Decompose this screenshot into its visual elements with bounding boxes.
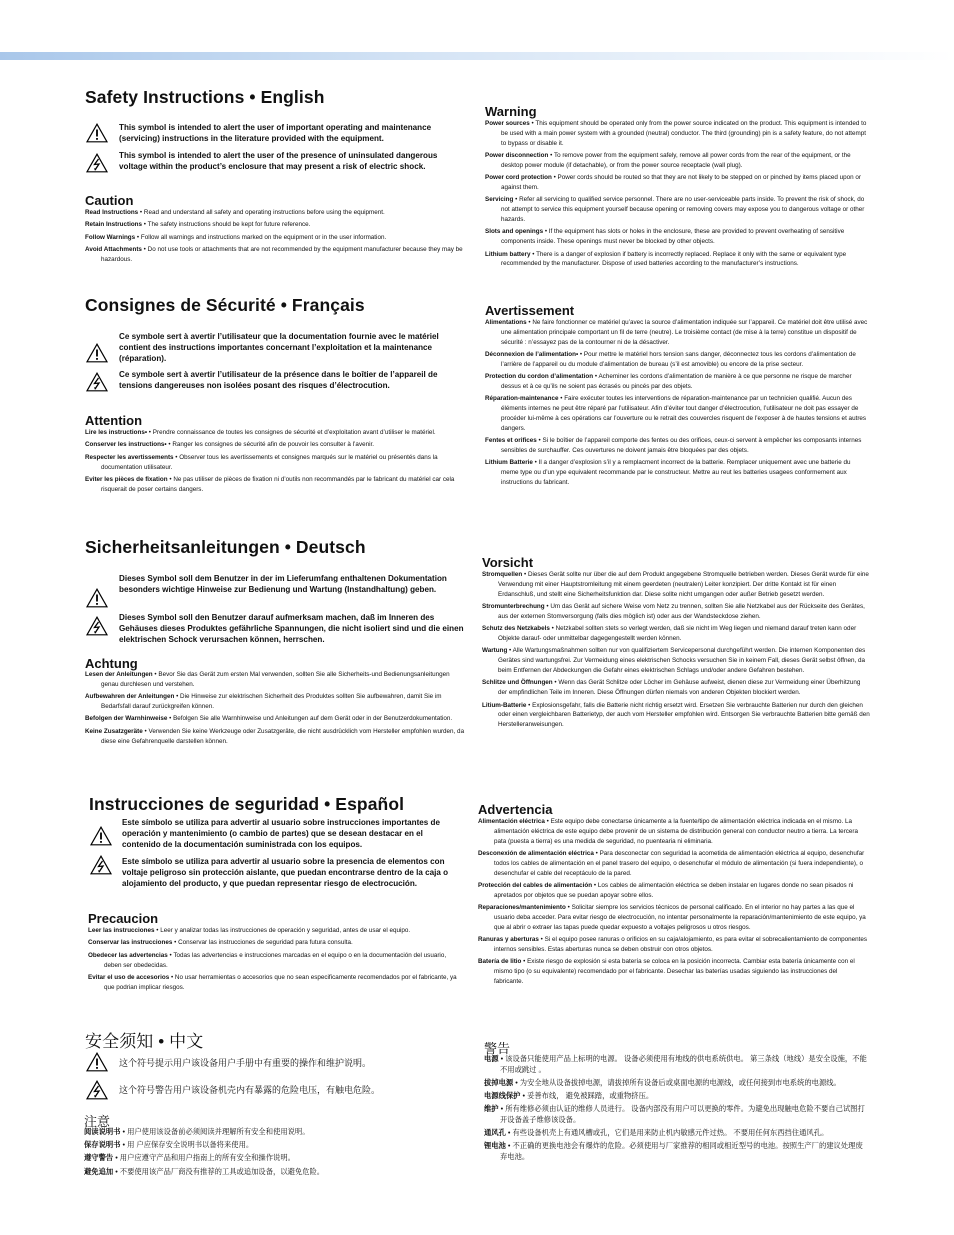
list-item: 拔掉电源 • 为安全地从设备拔掉电源，请拔掉所有设备后或桌面电源的电源线，或任何接到市电系统的电源线。 (484, 1077, 841, 1087)
list-item: Batería de litio • Existe riesgo de explosión si esta batería se coloca en la posición incorrecta. Cambiar esta batería únicamente con el mismo tipo (o su equivalente) recomendado por el fabricante. Desechar las baterías usadas siguiendo las instrucciones del fabricante. (478, 958, 855, 985)
list-item: Power disconnection • To remove power from the equipment safely, remove all power cords from the rear of the equipment, or the desktop power module (if detachable), or from the power source receptacle (wall plug). (485, 151, 851, 169)
item-text: Leer y analizar todas las instrucciones de operación y seguridad, antes de usar el equipo. (160, 927, 411, 934)
item-text: 该设备只能使用产品上标明的电源。 设备必须使用有地线的供电系统供电。 第三条线（地线）是安全设施，不能不用或跳过 。 (500, 1054, 867, 1074)
list-item: Reparaciones/mantenimiento • Solicitar siempre los servicios técnicos de personal calificado. En el interior no hay partes a las que el usuario deba acceder. Para evitar riesgo de electrocución, no intentar personalmente la reparación/mantenimiento de este equipo, ya que al abrir o extraer las tapas puede quedar expuesto a voltajes peligrosos u otros riesgos. (478, 904, 866, 931)
item-term: Aufbewahren der Anleitungen (85, 693, 175, 701)
item-term: 维护 (484, 1104, 499, 1114)
list-item: Alimentations • Ne faire fonctionner ce matériel qu’avec la source d’alimentation indiquée sur l’appareil. Ce matériel doit être utilisé avec une alimentation principale comportant un fil de terre (neutre). Le troisième contact (de mise à la terre) constitue un dispositif de sécurité : n’essayez pas de la contourner ni de la désactiver. (485, 319, 868, 346)
item-text: This equipment should be operated only from the power source indicated on the product. This equipment is intended to be used with a main power system with a grounded (neutral) conductor. The third (grounding) pin is a safety feature, do not attempt to bypass or disable it. (501, 120, 867, 147)
item-text: Pour mettre le matériel hors tension sans danger, déconnectez tous les cordons d’alimentation de l’arrière de l’appareil ou du module d’alimentation de bureau (s’il est amovible) ou encore de la prise secteur. (501, 350, 856, 368)
symbol-description: This symbol is intended to alert the user of important operating and maintenance (servicing) instructions in the literature provided with the equipment. (119, 123, 432, 143)
item-term: Fentes et orifices (485, 437, 537, 445)
item-text: Die Hinweise zur elektrischen Sicherheit des Produktes sollten Sie aufbewahren, damit Sie im Bedarfsfall darauf zurückgreifen können. (101, 693, 442, 710)
list-item: Schutz des Netzkabels • Netzkabel sollten stets so verlegt werden, daß sie nicht im Weg liegen und niemand darauf treten kann oder Objekte darauf- oder unmittelbar dagegengestellt werden können. (482, 625, 857, 642)
caution-heading: Achtung (85, 656, 138, 671)
list-item: 电源 • 该设备只能使用产品上标明的电源。 设备必须使用有地线的供电系统供电。 第三条线（地线）是安全设施，不能不用或跳过 。 (484, 1054, 867, 1074)
symbol-description: Este símbolo se utiliza para advertir al usuario sobre instrucciones importantes de operación y mantenimiento (o cambio de partes) que se desean destacar en el contenido de la documentación suministrada con los equipos. (122, 818, 440, 849)
item-term: Power cord protection (485, 174, 552, 182)
item-text: Do not use tools or attachments that are not recommended by the equipment manufacturer because they may be hazardous. (101, 246, 463, 263)
list-item: Lesen der Anleitungen • Bevor Sie das Gerät zum ersten Mal verwenden, sollten Sie alle Sicherheits-und Bedienungsanleitungen genau durchlesen und verstehen. (85, 671, 450, 688)
list-item: 维护 • 所有维修必须由认证的维修人员进行。 设备内部没有用户可以更换的零件。为避免出现触电危险不要自己试图打开设备盖子维修该设备。 (484, 1104, 865, 1124)
item-term: Lithium battery (485, 250, 531, 258)
warning-list (485, 318, 869, 490)
item-text: To remove power from the equipment safely, remove all power cords from the rear of the equipment, or the desktop power module (if detachable), or from the power source receptacle (wall plug). (501, 151, 851, 169)
item-term: Retain Instructions (85, 221, 143, 229)
list-item: Fentes et orifices • Si le boîtier de l’appareil comporte des fentes ou des orifices, ceux-ci servent à empêcher les composants internes sensibles de surchauffer. Ces ouvertures ne doivent jamais être bloquées par des objets. (485, 437, 862, 454)
item-text: Dieses Gerät sollte nur über die auf dem Produkt angegebene Stromquelle betrieben werden. Dieses Gerät wurde für eine Verwendung mit einer Hauptstromleitung mit einem geerdeten (neutralen) Leiter konzipiert. Der dritte Kontakt ist für einen Erdanschluß, und stellt eine Sicherheitsfunktion dar. Diese sollte nicht umgangen oder außer Betrieb gesetzt werden. (498, 571, 869, 598)
list-item: Slots and openings • If the equipment has slots or holes in the enclosure, these are provided to prevent overheating of sensitive components inside. These openings must never be blocked by other objects. (485, 228, 845, 246)
item-text: Todas las advertencias e instrucciones marcadas en el equipo o en la documentación del usuario, deben ser obedecidas. (104, 951, 447, 969)
high-voltage-triangle-icon (90, 855, 112, 875)
symbol-description: Ce symbole sert à avertir l’utilisateur que la documentation fournie avec le matériel contient des instructions importantes concernant l’exploitation et la maintenance (réparation). (119, 332, 439, 363)
item-text: Befolgen Sie alle Warnhinweise und Anleitungen auf dem Gerät oder in der Benutzerdokumentation. (173, 715, 453, 723)
item-text: Wenn das Gerät Schlitze oder Löcher im Gehäuse aufweist, dienen diese zur Vermeidung einer Überhitzung der empfindlichen Teile im Inneren. Diese Öffnungen dürfen niemals von anderen Objekten blockiert werden. (498, 679, 861, 697)
warning-heading: Advertencia (478, 802, 553, 817)
item-text: Refer all servicing to qualified service personnel. There are no user-serviceable parts inside. To prevent the risk of shock, do not attempt to service this equipment yourself because opening or removing covers may expose you to dangerous voltage or other hazards. (501, 196, 865, 223)
item-term: 拔掉电源 (484, 1077, 514, 1087)
warning-heading: Vorsicht (482, 555, 534, 570)
item-text: Um das Gerät auf sichere Weise vom Netz zu trennen, sollten Sie alle Netzkabel aus der Rückseite des Gerätes, aus der externen Stomversorgung (falls dies möglich ist) oder aus der Wandsteckdose ziehen. (498, 602, 865, 620)
item-term: Schlitze und Öffnungen (482, 679, 553, 687)
list-item: Befolgen der Warnhinweise • Befolgen Sie alle Warnhinweise und Anleitungen auf dem Gerät oder in der Benutzerdokumentation. (85, 715, 453, 723)
list-item: Wartung • Alle Wartungsmaßnahmen sollten nur von qualifiziertem Servicepersonal durchgeführt werden. Die internen Komponenten des Gerätes sind wartungsfrei. Zur Vermeidung eines elektrischen Schocks versuchen Sie in keinem Fall, dieses Gerät selbst öffnen, da beim Entfernen der Abdeckungen die Gefahr eines elektrischen Schlags und/oder andere Gefahren bestehen. (482, 647, 866, 674)
item-text: Conservar las instrucciones de seguridad para futura consulta. (178, 939, 353, 947)
item-text: Verwenden Sie keine Werkzeuge oder Zusatzgeräte, die nicht ausdrücklich vom Hersteller empfohlen wurden, da diese eine Gefahrenquelle darstellen können. (101, 727, 465, 745)
item-term: Respecter les avertissements (85, 453, 174, 461)
list-item: Power sources • This equipment should be operated only from the power source indicated on the product. This equipment is intended to be used with a main power system with a grounded (neutral) conductor. The third (grounding) pin is a safety feature, do not attempt to bypass or disable it. (485, 120, 867, 147)
caution-triangle-icon (86, 1052, 108, 1072)
list-item: Protección del cables de alimentación • Los cables de alimentación eléctrica se deben instalar en lugares donde no sean pisados ni apretados por objetos que se puedan apoyar sobre ellos. (478, 881, 854, 899)
high-voltage-triangle-icon (86, 616, 108, 636)
item-term: Conserver les instructions• (85, 441, 167, 449)
list-item: Conserver les instructions• • Ranger les consignes de sécurité afin de pouvoir les consulter à l’avenir. (85, 441, 374, 449)
item-term: Eviter les pièces de fixation (85, 475, 168, 483)
list-item: Litium-Batterie • Explosionsgefahr, falls die Batterie nicht richtig ersetzt wird. Ersetzen Sie verbrauchte Batterien nur durch den gleichen oder einen vergleichbaren Batterietyp, der auch vom Hersteller empfohlen wird. Entsorgen Sie verbrauchte Batterien bitte gemäß den Herstelleranweisungen. (482, 701, 870, 729)
list-item: Schlitze und Öffnungen • Wenn das Gerät Schlitze oder Löcher im Gehäuse aufweist, dienen diese zur Vermeidung einer Überhitzung der empfindlichen Teile im Inneren. Diese Öffnungen dürfen niemals von anderen Objekten blockiert werden. (482, 679, 861, 697)
item-term: Power sources (485, 120, 530, 127)
caution-triangle-icon (86, 123, 108, 143)
item-text: Existe riesgo de explosión si esta batería se coloca en la posición incorrecta. Cambiar esta batería únicamente con el mismo tipo (o su equivalente) recomendado por el fabricante. Desechar las baterías usadas siguiendo las instrucciones del fabricante. (494, 958, 855, 985)
caution-list (84, 1127, 464, 1180)
item-term: Evitar el uso de accesorios (88, 973, 170, 981)
header-gradient-bar (0, 52, 954, 60)
list-item: Aufbewahren der Anleitungen • Die Hinweise zur elektrischen Sicherheit des Produktes sollten Sie aufbewahren, damit Sie im Bedarfsfall darauf zurückgreifen können. (85, 693, 442, 710)
item-text: Power cords should be routed so that they are not likely to be stepped on or pinched by items placed upon or against them. (501, 174, 862, 191)
item-text: Ne pas utiliser de pièces de fixation ni d’outils non recommandés par le fabricant du matériel car cela risquerait de poser certains dangers. (101, 475, 455, 493)
warning-heading: 警告 (484, 1041, 511, 1056)
item-text: Para desconectar con seguridad la acometida de alimentación eléctrica al equipo, desenchufar todos los cables de alimentación en el panel trasero del equipo, o desenchufar el módulo de alimentación (si fuera independiente), o desenchufar el cable del receptáculo de la pared. (494, 849, 865, 877)
item-term: 阅读说明书 (84, 1127, 121, 1136)
item-term: Déconnexion de l’alimentation• (485, 350, 579, 358)
list-item: Retain Instructions • The safety instructions should be kept for future reference. (85, 221, 311, 229)
item-term: Reparaciones/mantenimiento (478, 904, 566, 912)
warning-heading: Warning (485, 104, 537, 119)
item-text: Alle Wartungsmaßnahmen sollten nur von qualifiziertem Servicepersonal durchgeführt werden. Die internen Komponenten des Gerätes sind wartungsfrei. Zur Vermeidung eines elektrischen Schocks versuchen Sie in keinem Fall, dieses Gerät selbst öffnen, da beim Entfernen der Abdeckungen die Gefahr eines elektrischen Schlags und/oder andere Gefahren bestehen. (498, 647, 866, 674)
list-item: Protection du cordon d’alimentation • Acheminer les cordons d’alimentation de manière à ce que personne ne risque de marcher dessus et à ce qu’ils ne soient pas écrasés ou pincés par des objets. (485, 373, 852, 390)
item-text: Il a danger d’explosion s’il y a remplacment incorrect de la batterie. Remplacer uniquement avec une batterie du meme type ou d’un ype equivalent recommande par le constructeur. Mettre au reut les batteries usagees conformement aux instructions du fabricant. (501, 459, 851, 486)
list-item: Stromunterbrechung • Um das Gerät auf sichere Weise vom Netz zu trennen, sollten Sie alle Netzkabel aus der Rückseite des Gerätes, aus der externen Stomversorgung (falls dies möglich ist) oder aus der Wandsteckdose ziehen. (482, 602, 865, 620)
item-term: Protection du cordon d’alimentation (485, 373, 594, 381)
high-voltage-triangle-icon (86, 1080, 108, 1100)
warning-list (482, 570, 870, 733)
item-text: Solicitar siempre los servicios técnicos de personal calificado. En el interior no hay partes a las que el usuario deba acceder. Para evitar riesgo de electrocución, no intentar personalmente la reparación/mantenimiento de este equipo, ya que al abrir o extraer las tapas puede quedar expuesto a voltajes peligrosos u otros riesgos. (494, 904, 866, 931)
list-item: Déconnexion de l’alimentation• • Pour mettre le matériel hors tension sans danger, déconnectez tous les cordons d’alimentation de l’arrière de l’appareil ou du module d’alimentation de bureau (s’il est amovible) ou encore de la prise secteur. (485, 350, 856, 368)
list-item: 通风孔 • 有些设备机壳上有通风槽或孔，它们是用来防止机内敏感元件过热。 不要用任何东西挡住通风孔。 (484, 1127, 829, 1137)
section-title-spanish: Instrucciones de seguridad • Español (89, 794, 405, 814)
warning-heading: Avertissement (485, 303, 575, 318)
list-item: 锂电池 • 不正确的更换电池会有爆炸的危险。必须使用与厂家推荐的相同或相近型号的电池。按照生产厂的建议处理废弃电池。 (484, 1141, 863, 1161)
item-text: 用户使用该设备前必须阅读并理解所有安全和使用说明。 (127, 1127, 310, 1136)
item-text: 用 户应保存安全说明书以备将来使用。 (127, 1140, 254, 1150)
list-item: Avoid Attachments • Do not use tools or attachments that are not recommended by the equipment manufacturer because they may be hazardous. (85, 246, 463, 263)
item-term: Avoid Attachments (85, 246, 142, 254)
list-item: Keine Zusatzgeräte • Verwenden Sie keine Werkzeuge oder Zusatzgeräte, die nicht ausdrücklich vom Hersteller empfohlen wurden, da diese eine Gefahrenquelle darstellen können. (85, 727, 465, 745)
item-term: Alimentación eléctrica (478, 818, 545, 825)
item-text: Faire exécuter toutes les interventions de réparation-maintenance par un technicien qualifié. Aucun des éléments internes ne peut être réparé par l’utilisateur. Afin d’éviter tout danger d’électrocution, l’utilisateur ne doit pas essayer de procéder lui-même à ces opérations car l’ouverture ou le retrait des couvercles risquent de l’exposer à de hautes tensions et autres dangers. (501, 395, 867, 432)
item-term: 保存说明书 (84, 1140, 121, 1150)
list-item: Desconexión de alimentación eléctrica • Para desconectar con seguridad la acometida de alimentación eléctrica al equipo, desenchufar todos los cables de alimentación en el panel trasero del equipo, o desenchufar el módulo de alimentación (si fuera independiente), o desenchufar el cable del receptáculo de la pared. (478, 849, 865, 877)
list-item: 电源线保护 • 妥善布线， 避免被踩踏，或重物挤压。 (484, 1090, 654, 1100)
item-term: Stromquellen (482, 571, 523, 578)
item-term: Protección del cables de alimentación (478, 881, 593, 889)
list-item: Respecter les avertissements • Observer tous les avertissements et consignes marqués sur le matériel ou présentés dans la documentation utilisateur. (85, 453, 438, 471)
item-text: Bevor Sie das Gerät zum ersten Mal verwenden, sollten Sie alle Sicherheits-und Bedienungsanleitungen genau durchlesen und verstehen. (101, 671, 450, 688)
item-text: 不要使用该产品厂商没有推荐的工具或追加设备，以避免危险。 (119, 1166, 325, 1176)
item-text: Follow all warnings and instructions marked on the equipment or in the user information. (140, 233, 387, 241)
item-text: There is a danger of explosion if battery is incorrectly replaced. Replace it only with the same or equivalent type recommended by the manufacturer. Dispose of used batteries according to the manufacturer’s instructions. (501, 250, 847, 268)
item-text: No usar herramientas o accesorios que no sean especificamente recomendados por el fabricante, ya que podrian implicar riesgos. (104, 973, 457, 991)
item-term: 电源 (484, 1054, 499, 1063)
item-text: Read and understand all safety and operating instructions before using the equipment. (143, 209, 385, 216)
item-term: 通风孔 (484, 1127, 506, 1137)
list-item: Lithium Batterie • Il a danger d’explosion s’il y a remplacment incorrect de la batterie. Remplacer uniquement avec une batterie du meme type ou d’un ype equivalent recommande par le constructeur. Mettre au reut les batteries usagees conformement aux instructions du fabricant. (485, 459, 851, 486)
list-item: Lithium battery • There is a danger of explosion if battery is incorrectly replaced. Replace it only with the same or equivalent type recommended by the manufacturer. Dispose of used batteries according to the manufacturer’s instructions. (485, 250, 847, 268)
symbol-description: 这个符号警告用户该设备机壳内有暴露的危险电压，有触电危险。 (119, 1085, 381, 1095)
caution-triangle-icon (86, 343, 108, 363)
item-term: Batería de litio (478, 958, 522, 966)
caution-list (85, 670, 465, 749)
item-text: 妥善布线， 避免被踩踏，或重物挤压。 (527, 1090, 654, 1100)
symbol-description: Ce symbole sert à avertir l’utilisateur de la présence dans le boîtier de l’appareil de tensions dangereuses non isolées posant des risques d’électrocution. (119, 370, 438, 390)
item-term: Befolgen der Warnhinweise (85, 715, 168, 723)
item-term: Power disconnection (485, 151, 549, 159)
list-item: Stromquellen • Dieses Gerät sollte nur über die auf dem Produkt angegebene Stromquelle betrieben werden. Dieses Gerät wurde für eine Verwendung mit einer Hauptstromleitung mit einem geerdeten (neutralen) Leiter konzipiert. Der dritte Kontakt ist für einen Erdanschluß, und stellt eine Sicherheitsfunktion dar. Diese sollte nicht umgangen oder außer Betrieb gesetzt werden. (482, 571, 869, 598)
caution-heading: 注意 (84, 1114, 111, 1129)
section-title-french: Consignes de Sécurité • Français (85, 295, 365, 315)
list-item: Conservar las instrucciones • Conservar las instrucciones de seguridad para futura consulta. (88, 939, 353, 947)
high-voltage-triangle-icon (86, 153, 108, 173)
caution-heading: Attention (85, 413, 143, 428)
item-term: Lire les instructions• (85, 429, 148, 436)
item-term: 锂电池 (484, 1141, 506, 1151)
list-item: 阅读说明书 • 用户使用该设备前必须阅读并理解所有安全和使用说明。 (84, 1127, 310, 1136)
list-item: Ranuras y aberturas • Si el equipo posee ranuras o orificios en su caja/alojamiento, es para evitar el sobrecalientamiento de componentes internos sensibles. Estas aberturas nunca se deben obstruir con otros objetos. (478, 936, 868, 953)
list-item: 避免追加 • 不要使用该产品厂商没有推荐的工具或追加设备，以避免危险。 (84, 1166, 325, 1176)
caution-list (88, 926, 464, 995)
list-item: Alimentación eléctrica • Este equipo debe conectarse únicamente a la fuente/tipo de alimentación eléctrica indicada en el mismo. La alimentación eléctrica de este equipo debe provenir de un sistema de distribución general con conductor neutro a tierra. La tercera pata (puesta a tierra) es una medida de seguridad, no puentearia ni eliminaria. (478, 818, 859, 845)
item-text: Si le boîtier de l’appareil comporte des fentes ou des orifices, ceux-ci servent à empêcher les composants internes sensibles de surchauffer. Ces ouvertures ne doivent jamais être bloquées par des objets. (501, 437, 862, 454)
item-text: Acheminer les cordons d’alimentation de manière à ce que personne ne risque de marcher dessus et à ce qu’ils ne soient pas écrasés ou pincés par des objets. (501, 373, 852, 390)
item-term: Slots and openings (485, 228, 544, 236)
list-item: Follow Warnings • Follow all warnings and instructions marked on the equipment or in the user information. (85, 233, 387, 241)
warning-list (478, 817, 868, 989)
symbol-description: Este símbolo se utiliza para advertir al usuario sobre la presencia de elementos con voltaje peligroso sin protección aislante, que puedan encontrarse dentro de la caja o alojamiento del producto, y que puedan representar riesgo de electrocución. (122, 857, 449, 888)
list-item: Power cord protection • Power cords should be routed so that they are not likely to be stepped on or pinched by items placed upon or against them. (485, 174, 862, 191)
item-term: Schutz des Netzkabels (482, 625, 550, 633)
section-title-english: Safety Instructions • English (85, 87, 325, 107)
item-text: 不正确的更换电池会有爆炸的危险。必须使用与厂家推荐的相同或相近型号的电池。按照生产厂的建议处理废弃电池。 (500, 1141, 863, 1161)
item-term: 避免追加 (84, 1166, 114, 1176)
list-item: Eviter les pièces de fixation • Ne pas utiliser de pièces de fixation ni d’outils non recommandés par le fabricant du matériel car cela risquerait de poser certains dangers. (85, 475, 455, 493)
item-term: Lithium Batterie (485, 459, 533, 467)
item-text: Explosionsgefahr, falls die Batterie nicht richtig ersetzt wird. Ersetzen Sie verbrauchte Batterien nur durch den gleichen oder einen vergleichbaren Batterietyp, der auch vom Hersteller empfohlen wird. Entsorgen Sie verbrauchte Batterien bitte gemäß den Herstelleranweisungen. (498, 701, 870, 729)
caution-list (85, 428, 465, 497)
caution-heading: Precaucion (88, 911, 159, 926)
item-text: 为安全地从设备拔掉电源，请拔掉所有设备后或桌面电源的电源线，或任何接到市电系统的电源线。 (519, 1077, 841, 1087)
list-item: Servicing • Refer all servicing to qualified service personnel. There are no user-serviceable parts inside. To prevent the risk of shock, do not attempt to service this equipment yourself because opening or removing covers may expose you to dangerous voltage or other hazards. (485, 196, 865, 223)
item-text: Observer tous les avertissements et consignes marqués sur le matériel ou présentés dans la documentation utilisateur. (101, 453, 438, 471)
item-text: If the equipment has slots or holes in the enclosure, these are provided to prevent overheating of sensitive components inside. These openings must never be blocked by other objects. (501, 228, 845, 246)
caution-heading: Caution (85, 193, 134, 208)
item-text: Ne faire fonctionner ce matériel qu’avec la source d’alimentation indiquée sur l’appareil. Ce matériel doit être utilisé avec une alimentation principale comportant un fil de terre (neutre). Le troisième contact (de mise à la terre) constitue un dispositif de sécurité : n’essayez pas de la contourner ni de la désactiver. (501, 319, 868, 346)
high-voltage-triangle-icon (86, 372, 108, 392)
list-item: Read Instructions • Read and understand all safety and operating instructions before using the equipment. (85, 209, 385, 216)
symbol-description: Dieses Symbol soll den Benutzer darauf aufmerksam machen, daß im Inneren des Gehäuses dieses Produktes gefährliche Spannungen, die nicht isoliert sind und die einen elektrischen Schock verursachen können, herrschen. (119, 613, 464, 644)
item-term: Réparation-maintenance (485, 395, 559, 403)
item-term: Follow Warnings (85, 233, 136, 241)
item-term: Servicing (485, 196, 514, 204)
section-title-chinese: 安全须知 • 中文 (85, 1032, 204, 1051)
symbol-description: Dieses Symbol soll dem Benutzer in der im Lieferumfang enthaltenen Dokumentation besonders wichtige Hinweise zur Bedienung und Wartung (Instandhaltung) geben. (119, 574, 447, 594)
warning-list (484, 1054, 868, 1165)
item-term: Wartung (482, 647, 508, 655)
list-item: Evitar el uso de accesorios • No usar herramientas o accesorios que no sean especificamente recomendados por el fabricante, ya que podrian implicar riesgos. (88, 973, 457, 991)
caution-list (85, 208, 465, 267)
item-term: Ranuras y aberturas (478, 936, 539, 944)
caution-triangle-icon (90, 826, 112, 846)
item-text: 有些设备机壳上有通风槽或孔，它们是用来防止机内敏感元件过热。 不要用任何东西挡住通风孔。 (512, 1127, 829, 1137)
item-text: 用户应遵守产品和用户指南上的所有安全和操作说明。 (119, 1153, 295, 1163)
item-text: Los cables de alimentación eléctrica se deben instalar en lugares donde no sean pisados ni apretados por objetos que se puedan apoyar sobre ellos. (494, 881, 854, 899)
item-term: 电源线保护 (484, 1090, 521, 1100)
item-term: Conservar las instrucciones (88, 939, 173, 947)
item-term: Litium-Batterie (482, 701, 527, 709)
item-term: Read Instructions (85, 209, 139, 216)
symbol-description: This symbol is intended to alert the user of the presence of uninsulated dangerous voltage within the product’s enclosure that may present a risk of electric shock. (119, 151, 438, 171)
item-term: Lesen der Anleitungen (85, 671, 153, 678)
item-term: Keine Zusatzgeräte (85, 727, 143, 735)
item-text: Netzkabel sollten stets so verlegt werden, daß sie nicht im Weg liegen und niemand darauf treten kann oder Objekte darauf- oder unmittelbar dagegengestellt werden können. (498, 625, 857, 642)
item-text: Este equipo debe conectarse únicamente a la fuente/tipo de alimentación eléctrica indicada en el mismo. La alimentación eléctrica de este equipo debe provenir de un sistema de distribución general con conductor neutro a tierra. La tercera pata (puesta a tierra) es una medida de seguridad, no puentearia ni eliminaria. (494, 818, 859, 845)
item-text: The safety instructions should be kept for future reference. (147, 221, 311, 229)
item-text: Ranger les consignes de sécurité afin de pouvoir les consulter à l’avenir. (172, 441, 374, 449)
symbol-description: 这个符号提示用户该设备用户手册中有重要的操作和维护说明。 (119, 1058, 372, 1068)
section-title-german: Sicherheitsanleitungen • Deutsch (85, 537, 366, 557)
item-text: Si el equipo posee ranuras o orificios en su caja/alojamiento, es para evitar el sobrecalientamiento de componentes internos sensibles. Estas aberturas nunca se deben obstruir con otros objetos. (494, 936, 868, 953)
list-item: Obedecer las advertencias • Todas las advertencias e instrucciones marcadas en el equipo o en la documentación del usuario, deben ser obedecidas. (88, 951, 447, 969)
caution-triangle-icon (86, 588, 108, 608)
item-term: Stromunterbrechung (482, 602, 545, 610)
list-item: 保存说明书 • 用 户应保存安全说明书以备将来使用。 (84, 1140, 254, 1150)
item-text: Prendre connaissance de toutes les consignes de sécurité et d’exploitation avant d’utiliser le matériel. (152, 429, 436, 436)
item-term: 遵守警告 (84, 1153, 114, 1163)
item-text: 所有维修必须由认证的维修人员进行。 设备内部没有用户可以更换的零件。为避免出现触电危险不要自己试图打开设备盖子维修该设备。 (500, 1104, 865, 1124)
item-term: Obedecer las advertencias (88, 951, 168, 959)
item-term: Leer las instrucciones (88, 927, 155, 934)
item-term: Alimentations (485, 319, 527, 326)
list-item: Leer las instrucciones • Leer y analizar todas las instrucciones de operación y seguridad, antes de usar el equipo. (88, 927, 411, 934)
list-item: 遵守警告 • 用户应遵守产品和用户指南上的所有安全和操作说明。 (84, 1153, 295, 1163)
warning-list (485, 119, 869, 272)
list-item: Réparation-maintenance • Faire exécuter toutes les interventions de réparation-maintenance par un technicien qualifié. Aucun des éléments internes ne peut être réparé par l’utilisateur. Afin d’éviter tout danger d’électrocution, l’utilisateur ne doit pas essayer de procéder lui-même à ces opérations car l’ouverture ou le retrait des couvercles risquent de l’exposer à de hautes tensions et autres dangers. (485, 395, 867, 432)
item-term: Desconexión de alimentación eléctrica (478, 849, 594, 857)
list-item: Lire les instructions• • Prendre connaissance de toutes les consignes de sécurité et d’exploitation avant d’utiliser le matériel. (85, 429, 436, 436)
